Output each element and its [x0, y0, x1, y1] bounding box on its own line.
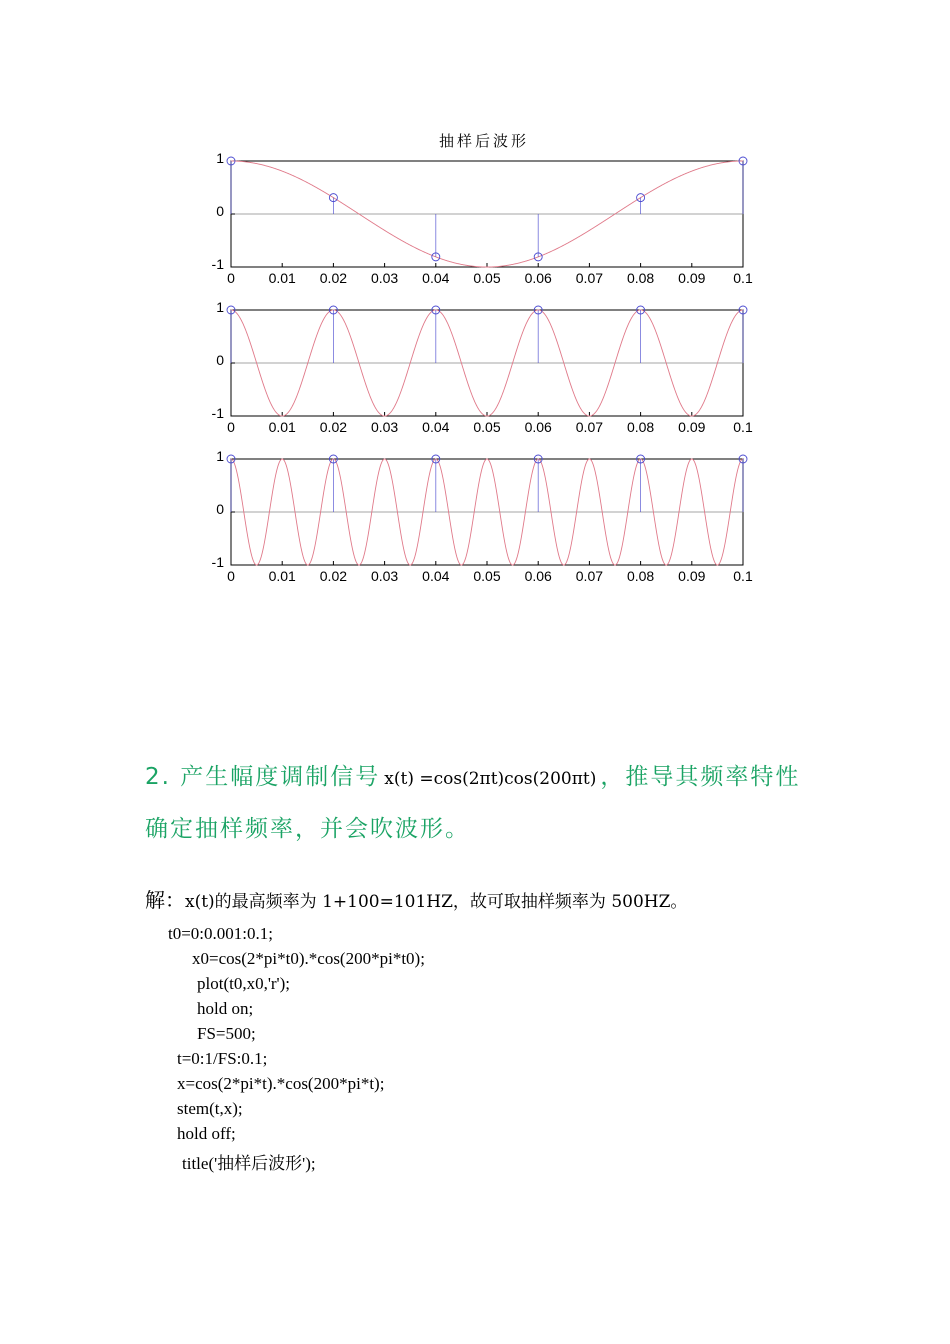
x-tick-label: 0.03: [370, 568, 399, 584]
x-tick-label: 0.02: [319, 568, 348, 584]
question-line-1: [145, 758, 800, 791]
x-tick-label: 0: [227, 419, 235, 435]
x-tick-label: 0.06: [524, 270, 552, 286]
code-line: hold on;: [197, 999, 254, 1018]
x-tick-label: 0.09: [678, 419, 706, 435]
x-tick-label: 0.08: [626, 419, 655, 435]
x-tick-label: 0: [227, 270, 235, 286]
y-tick-label: 1: [216, 299, 224, 315]
code-line: x=cos(2*pi*t).*cos(200*pi*t);: [177, 1074, 385, 1093]
x-tick-label: 0.07: [575, 568, 604, 584]
x-tick-label: 0.01: [268, 568, 296, 584]
x-tick-label: 0.09: [678, 568, 706, 584]
x-tick-label: 0.04: [422, 568, 450, 584]
x-tick-label: 0.07: [575, 419, 604, 435]
answer-label: 解：: [145, 888, 185, 912]
x-tick-label: 0.05: [473, 419, 501, 435]
code-line: title('抽样后波形');: [182, 1154, 316, 1173]
y-tick-label: 0: [216, 352, 224, 368]
y-tick-label: -1: [211, 405, 224, 421]
code-line: hold off;: [177, 1124, 236, 1143]
x-tick-label: 0.04: [422, 419, 450, 435]
code-line: stem(t,x);: [177, 1099, 243, 1118]
y-tick-label: 0: [216, 501, 224, 517]
x-tick-label: 0.01: [268, 419, 296, 435]
y-tick-label: -1: [211, 256, 224, 272]
y-tick-label: 1: [216, 150, 224, 166]
y-tick-label: -1: [211, 554, 224, 570]
y-tick-label: 0: [216, 203, 224, 219]
x-tick-label: 0.1: [733, 419, 753, 435]
figure-title: 抽样后波形: [438, 132, 530, 150]
y-tick-label: 1: [216, 448, 224, 464]
answer-paragraph: [145, 884, 687, 913]
code-line: t0=0:0.001:0.1;: [168, 924, 273, 943]
x-tick-label: 0.08: [626, 568, 655, 584]
question-line-2: 确定抽样频率，并会吹波形。: [145, 816, 470, 842]
code-line: x0=cos(2*pi*t0).*cos(200*pi*t0);: [192, 949, 425, 968]
x-tick-label: 0.02: [319, 419, 348, 435]
sampled-waveform-figure: [0, 0, 950, 600]
x-tick-label: 0.07: [575, 270, 604, 286]
question-formula: x(t) =cos(2πt)cos(200πt): [384, 769, 597, 789]
x-tick-label: 0.03: [370, 419, 399, 435]
x-tick-label: 0: [227, 568, 235, 584]
x-tick-label: 0.06: [524, 419, 552, 435]
x-tick-label: 0.03: [370, 270, 399, 286]
answer-text: x(t)的最高频率为 1+100=101HZ，故可取抽样频率为 500HZ。: [185, 892, 688, 912]
x-tick-label: 0.06: [524, 568, 552, 584]
x-tick-label: 0.04: [422, 270, 450, 286]
code-line: t=0:1/FS:0.1;: [177, 1049, 268, 1068]
x-tick-label: 0.1: [733, 568, 753, 584]
x-tick-label: 0.01: [268, 270, 296, 286]
code-line: plot(t0,x0,'r');: [197, 974, 291, 993]
question-text-after: ，推导其频率特性: [600, 764, 801, 790]
x-tick-label: 0.02: [319, 270, 348, 286]
code-line: FS=500;: [197, 1024, 256, 1043]
x-tick-label: 0.09: [678, 270, 706, 286]
x-tick-label: 0.08: [626, 270, 655, 286]
x-tick-label: 0.05: [473, 270, 501, 286]
x-tick-label: 0.1: [733, 270, 753, 286]
question-text-before: 2. 产生幅度调制信号: [145, 764, 381, 790]
x-tick-label: 0.05: [473, 568, 501, 584]
